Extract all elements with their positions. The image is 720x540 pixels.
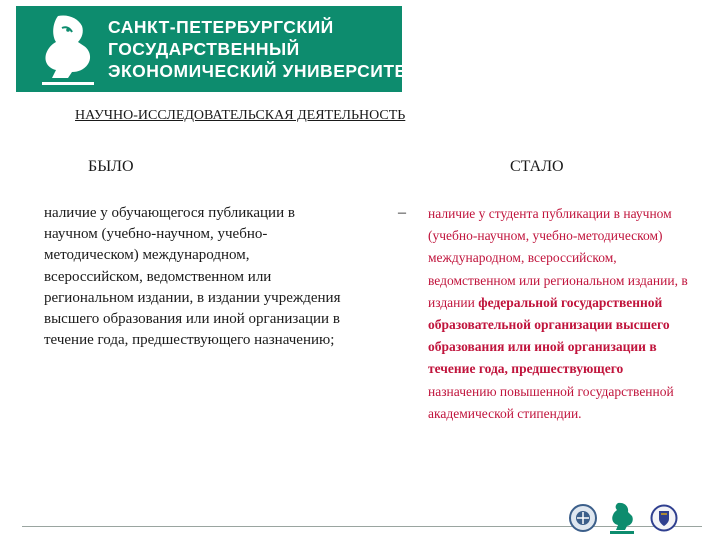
section-title: НАУЧНО-ИССЛЕДОВАТЕЛЬСКАЯ ДЕЯТЕЛЬНОСТЬ bbox=[75, 108, 406, 123]
university-name-line-3: ЭКОНОМИЧЕСКИЙ УНИВЕРСИТЕТ bbox=[108, 61, 418, 81]
emblem-shield-icon bbox=[650, 503, 678, 533]
emblem-griffin-icon bbox=[606, 500, 638, 536]
list-dash: – bbox=[398, 204, 406, 221]
university-name-line-2: ГОСУДАРСТВЕННЫЙ bbox=[108, 39, 300, 59]
before-text: наличие у обучающегося публикации в научном (учебно-научном, учебно-методическом) международном, всероссийском, ведомственном или региональном издании, в издании учреждения высшего образования или иной организации в течение года, предшествующего назначению; bbox=[44, 205, 341, 349]
after-text-plain: наличие у студента публикации в научном (учебно-научном, учебно-методическом) международном, всероссийском, ведомственном или региональном издании, в издании bbox=[428, 206, 688, 310]
after-text-highlight: федеральной государственной образовательной организации высшего образования или иной организации в течение года, предшествующего bbox=[428, 294, 670, 377]
header-banner bbox=[16, 6, 418, 92]
university-name bbox=[108, 16, 418, 82]
after-heading: СТАЛО bbox=[510, 158, 564, 175]
after-text-ending: назначению повышенной государственной академической стипендии. bbox=[428, 383, 674, 421]
emblem-round-icon bbox=[568, 503, 598, 533]
university-name-line-1: САНКТ-ПЕТЕРБУРГСКИЙ bbox=[108, 17, 334, 37]
after-text bbox=[428, 203, 692, 425]
before-heading: БЫЛО bbox=[88, 158, 134, 175]
footer-divider bbox=[22, 526, 702, 527]
griffin-icon bbox=[38, 12, 98, 86]
